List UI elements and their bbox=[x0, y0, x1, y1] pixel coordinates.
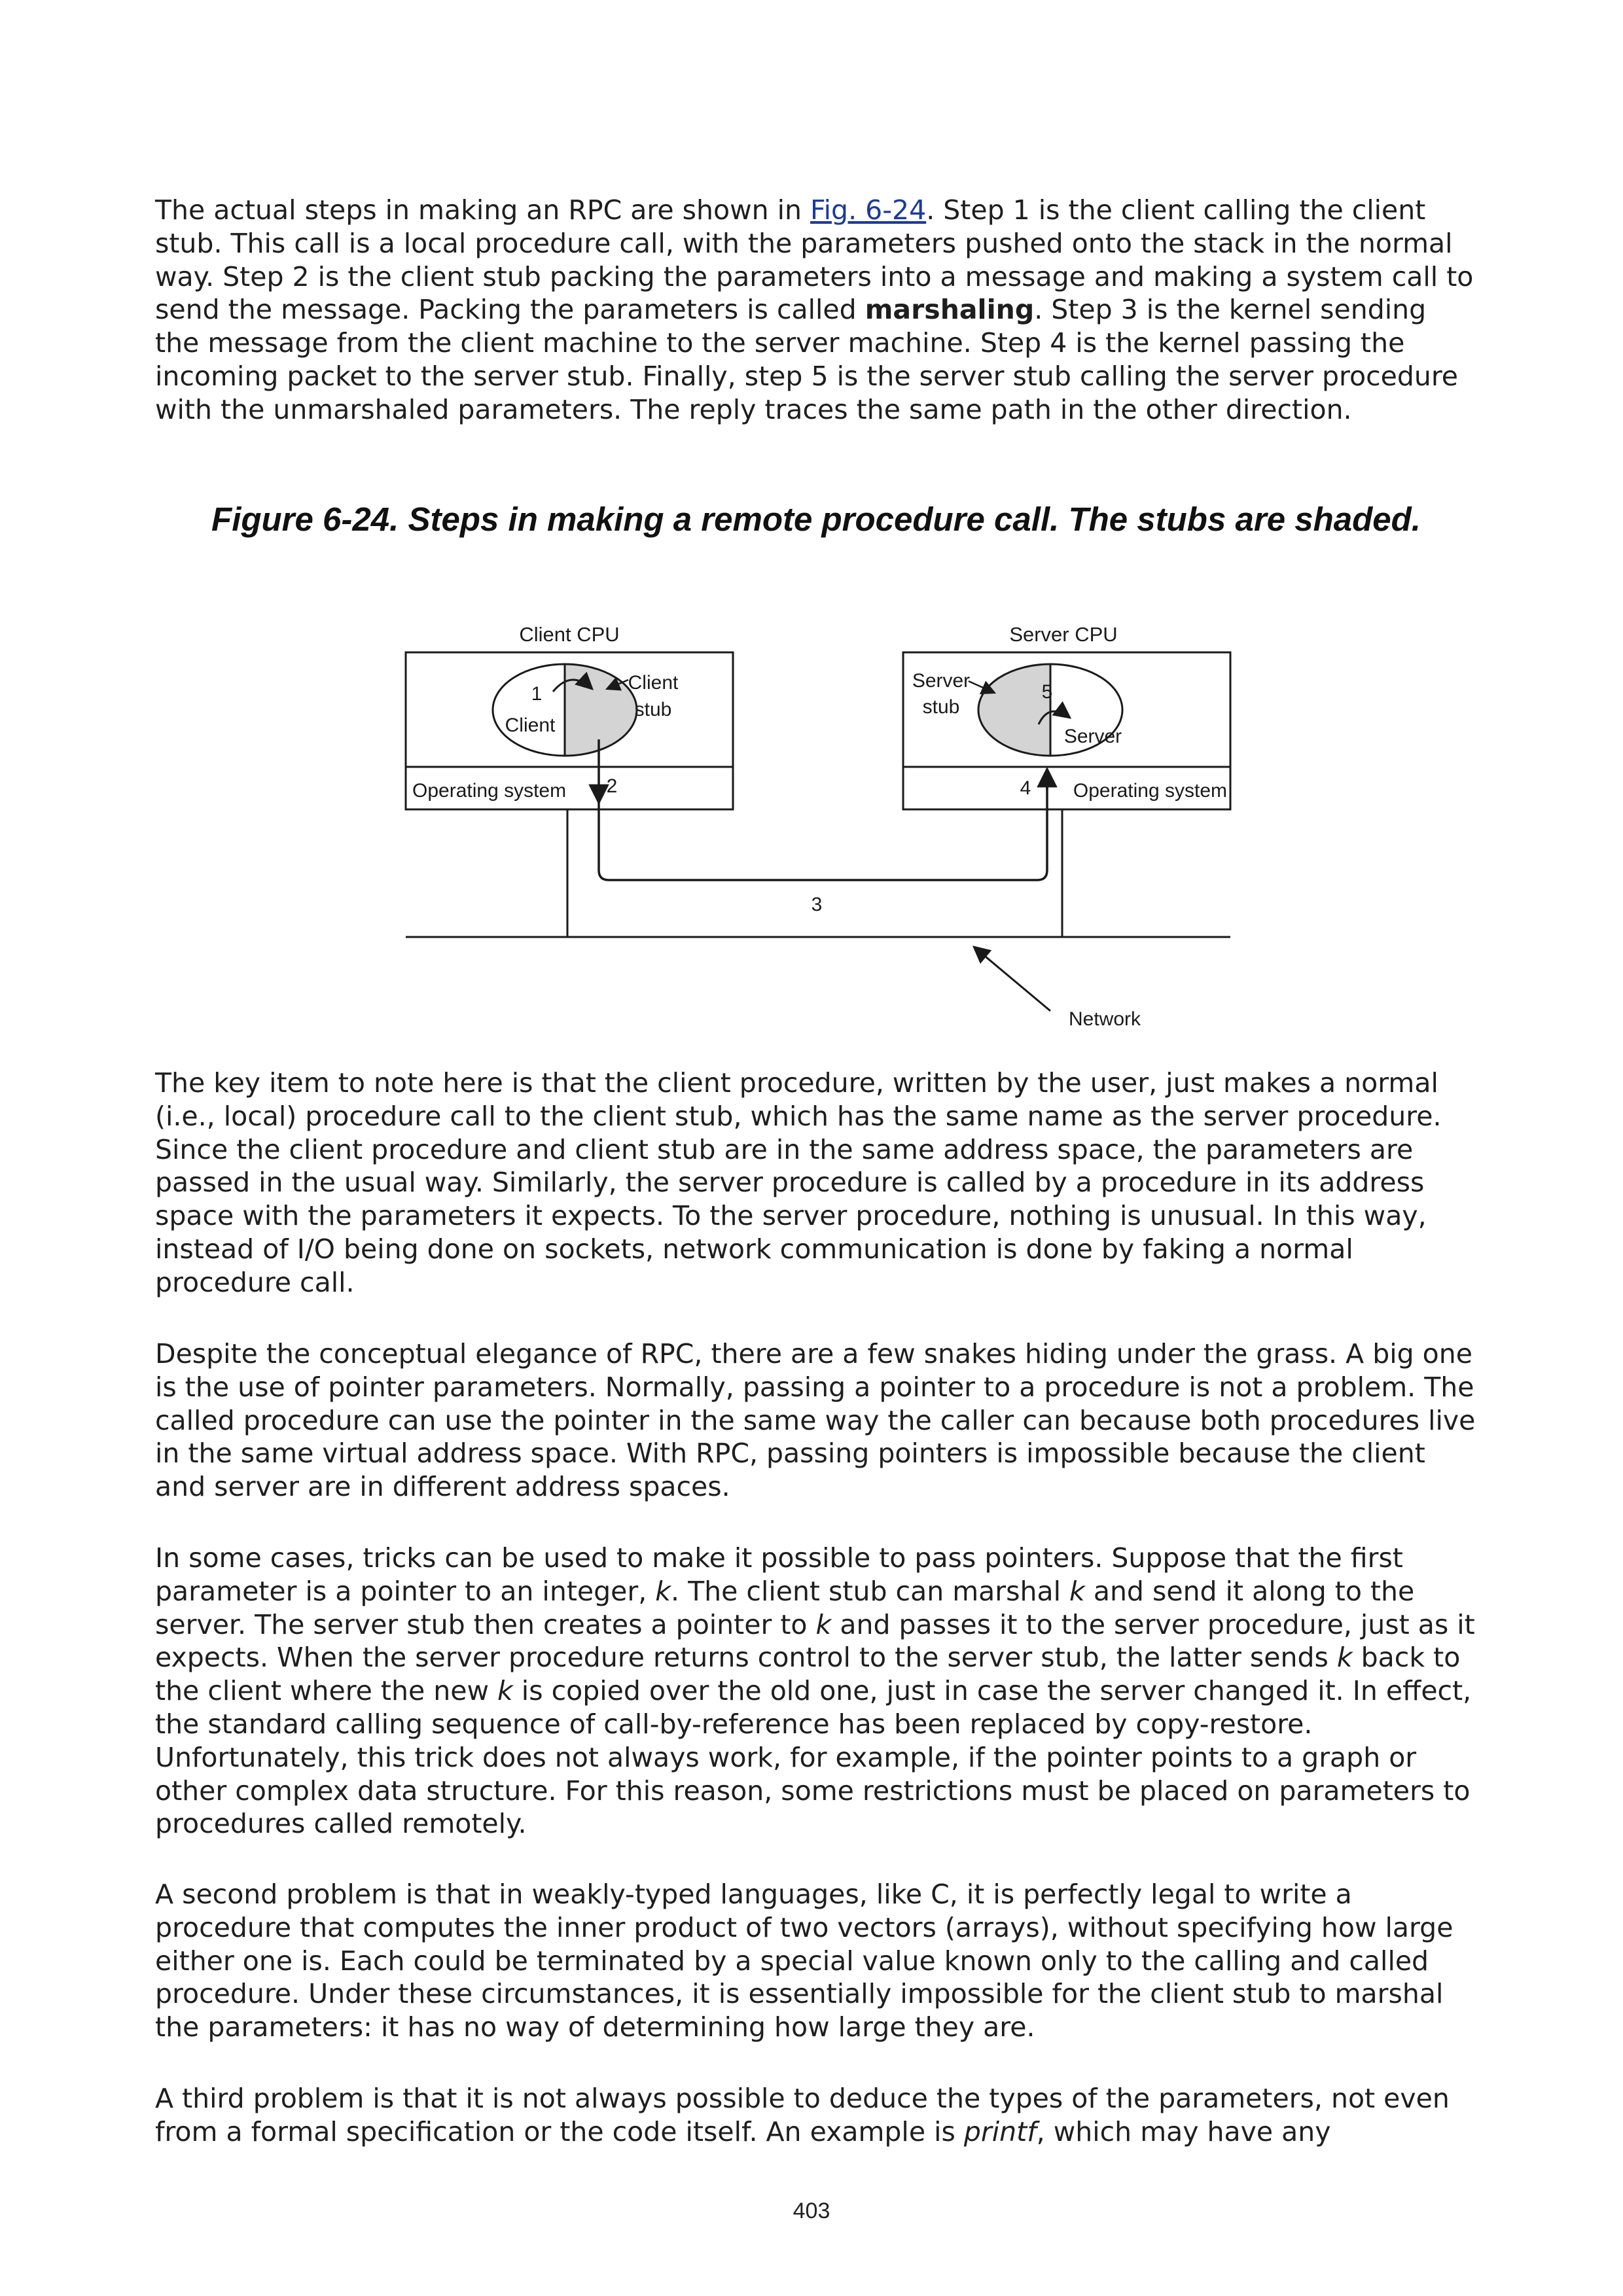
server-label: Server bbox=[1063, 726, 1122, 747]
network-label: Network bbox=[1068, 1008, 1141, 1030]
paragraph-pointer-tricks: In some cases, tricks can be used to make it possible to pass pointers. Suppose that the first parameter is a pointer to an integer, k. The client stub can marshal k and send it along to the server. The server stub then creates a pointer to k and passes it to the server procedure, just as it expects. When the server procedure returns control to the server stub, the latter sends k back to the client where the new k is copied over the old one, just in case the server changed it. In effect, the standard calling sequence of call-by-reference has been replaced by copy-restore. Unfortunately, this trick does not always work, for example, if the pointer points to a graph or other complex data structure. For this reason, some restrictions must be placed on parameters to procedures called remotely. bbox=[155, 1542, 1475, 1840]
server-stub-label-1: Server bbox=[912, 670, 971, 692]
figure-caption: Figure 6-24. Steps in making a remote procedure call. The stubs are shaded. bbox=[211, 501, 1421, 538]
client-label: Client bbox=[505, 715, 556, 736]
network-pointer bbox=[974, 947, 1050, 1011]
step3-label: 3 bbox=[811, 894, 823, 915]
figure-link[interactable]: Fig. 6-24 bbox=[810, 194, 927, 226]
term-marshaling: marshaling bbox=[865, 294, 1035, 326]
client-stub-shade bbox=[565, 664, 637, 756]
client-cpu-label: Client CPU bbox=[519, 623, 620, 646]
step2-label: 2 bbox=[606, 775, 618, 797]
client-stub-label-1: Client bbox=[628, 672, 679, 694]
paragraph-weak-types: A second problem is that in weakly-typed languages, like C, it is perfectly legal to write a procedure that computes the inner product of two vectors (arrays), without specifying how large either one is. Each could be terminated by a special value known only to the calling and called procedure. Under these circumstances, it is essentially impossible for the client stub to marshal the parameters: it has no way of determining how large they are. bbox=[155, 1879, 1454, 2043]
step4-label: 4 bbox=[1020, 777, 1031, 799]
rpc-diagram bbox=[396, 612, 1240, 1033]
step5-label: 5 bbox=[1041, 681, 1053, 703]
paragraph-rpc-steps: The actual steps in making an RPC are shown in Fig. 6-24. Step 1 is the client calling the client stub. This call is a local procedure call, with the parameters pushed onto the stack in the normal way. Step 2 is the client stub packing the parameters into a message and making a system call to send the message. Packing the parameters is called marshaling. Step 3 is the kernel sending the message from the client machine to the server machine. Step 4 is the kernel passing the incoming packet to the server stub. Finally, step 5 is the server stub calling the server procedure with the unmarshaled parameters. The reply traces the same path in the other direction. bbox=[155, 194, 1474, 425]
paragraph-snakes: Despite the conceptual elegance of RPC, there are a few snakes hiding under the grass. A big one is the use of pointer parameters. Normally, passing a pointer to a procedure is not a problem. The called procedure can use the pointer in the same way the caller can because both procedures live in the same virtual address space. With RPC, passing pointers is impossible because the client and server are in different address spaces. bbox=[155, 1338, 1476, 1503]
client-os-label: Operating system bbox=[412, 780, 567, 802]
paragraph-third-problem: A third problem is that it is not always possible to deduce the types of the parameters, not even from a formal specification or the code itself. An example is printf, which may have any bbox=[155, 2083, 1450, 2147]
printf-term: printf bbox=[963, 2115, 1037, 2147]
page-number: 403 bbox=[793, 2199, 830, 2223]
server-cpu-label: Server CPU bbox=[1009, 623, 1118, 646]
server-stub-shade bbox=[978, 664, 1050, 756]
paragraph-key-item: The key item to note here is that the client procedure, written by the user, just makes a normal (i.e., local) procedure call to the client stub, which has the same name as the server procedure. Since the client procedure and client stub are in the same address space, the parameters are passed in the usual way. Similarly, the server procedure is called by a procedure in its address space with the parameters it expects. To the server procedure, nothing is unusual. In this way, instead of I/O being done on sockets, network communication is done by faking a normal procedure call. bbox=[155, 1067, 1442, 1298]
step1-label: 1 bbox=[531, 683, 543, 705]
server-stub-label-2: stub bbox=[922, 696, 960, 718]
server-os-label: Operating system bbox=[1073, 780, 1227, 802]
client-stub-label-2: stub bbox=[634, 699, 672, 720]
